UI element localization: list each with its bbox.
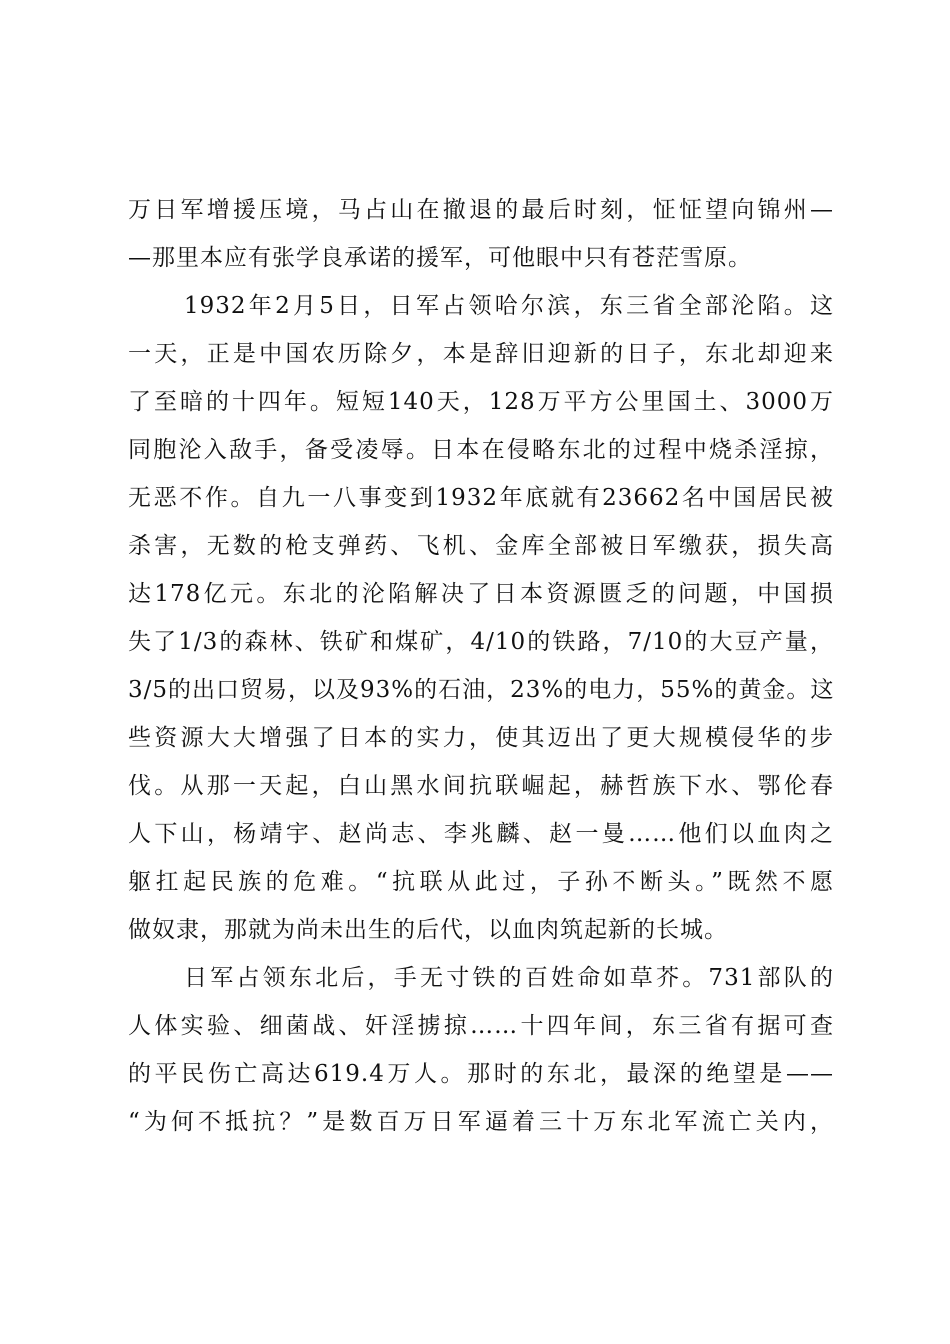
text-line: 人下山，杨靖宇、赵尚志、李兆麟、赵一曼……他们以血肉之 bbox=[128, 821, 834, 847]
text-line: 3/5的出口贸易，以及93%的石油，23%的电力，55%的黄金。这 bbox=[128, 677, 835, 703]
text-line: 些资源大大增强了日本的实力，使其迈出了更大规模侵华的步 bbox=[128, 725, 834, 751]
text-line: 日军占领东北后，手无寸铁的百姓命如草芥。731部队的 bbox=[184, 965, 834, 991]
text-line: 了至暗的十四年。短短140天，128万平方公里国土、3000万 bbox=[128, 389, 834, 415]
text-line: 万日军增援压境，马占山在撤退的最后时刻，怔怔望向锦州— bbox=[128, 197, 834, 223]
text-line: 人体实验、细菌战、奸淫掳掠……十四年间，东三省有据可查 bbox=[128, 1013, 834, 1039]
text-line: 达178亿元。东北的沦陷解决了日本资源匮乏的问题，中国损 bbox=[128, 581, 834, 607]
text-line: 做奴隶，那就为尚未出生的后代，以血肉筑起新的长城。 bbox=[128, 917, 728, 943]
text-line: 杀害，无数的枪支弹药、飞机、金库全部被日军缴获，损失高 bbox=[128, 533, 834, 559]
text-line: 躯扛起民族的危难。“抗联从此过，子孙不断头。”既然不愿 bbox=[128, 869, 834, 895]
text-line: 失了1/3的森林、铁矿和煤矿，4/10的铁路，7/10的大豆产量， bbox=[128, 629, 834, 655]
text-line: 的平民伤亡高达619.4万人。那时的东北，最深的绝望是—— bbox=[128, 1061, 834, 1087]
text-line: 一天，正是中国农历除夕，本是辞旧迎新的日子，东北却迎来 bbox=[128, 341, 834, 367]
paragraph-2 bbox=[128, 282, 834, 954]
text-line: 伐。从那一天起，白山黑水间抗联崛起，赫哲族下水、鄂伦春 bbox=[128, 773, 834, 799]
document-page bbox=[128, 186, 834, 1146]
text-line: 1932年2月5日，日军占领哈尔滨，东三省全部沦陷。这 bbox=[184, 293, 834, 319]
text-line: 无恶不作。自九一八事变到1932年底就有23662名中国居民被 bbox=[128, 485, 834, 511]
paragraph-1 bbox=[128, 186, 834, 282]
text-line: 同胞沦入敌手，备受凌辱。日本在侵略东北的过程中烧杀淫掠， bbox=[128, 437, 834, 463]
text-line: “为何不抵抗？”是数百万日军逼着三十万东北军流亡关内， bbox=[128, 1109, 834, 1135]
paragraph-3 bbox=[128, 954, 834, 1146]
text-line: —那里本应有张学良承诺的援军，可他眼中只有苍茫雪原。 bbox=[128, 245, 752, 271]
